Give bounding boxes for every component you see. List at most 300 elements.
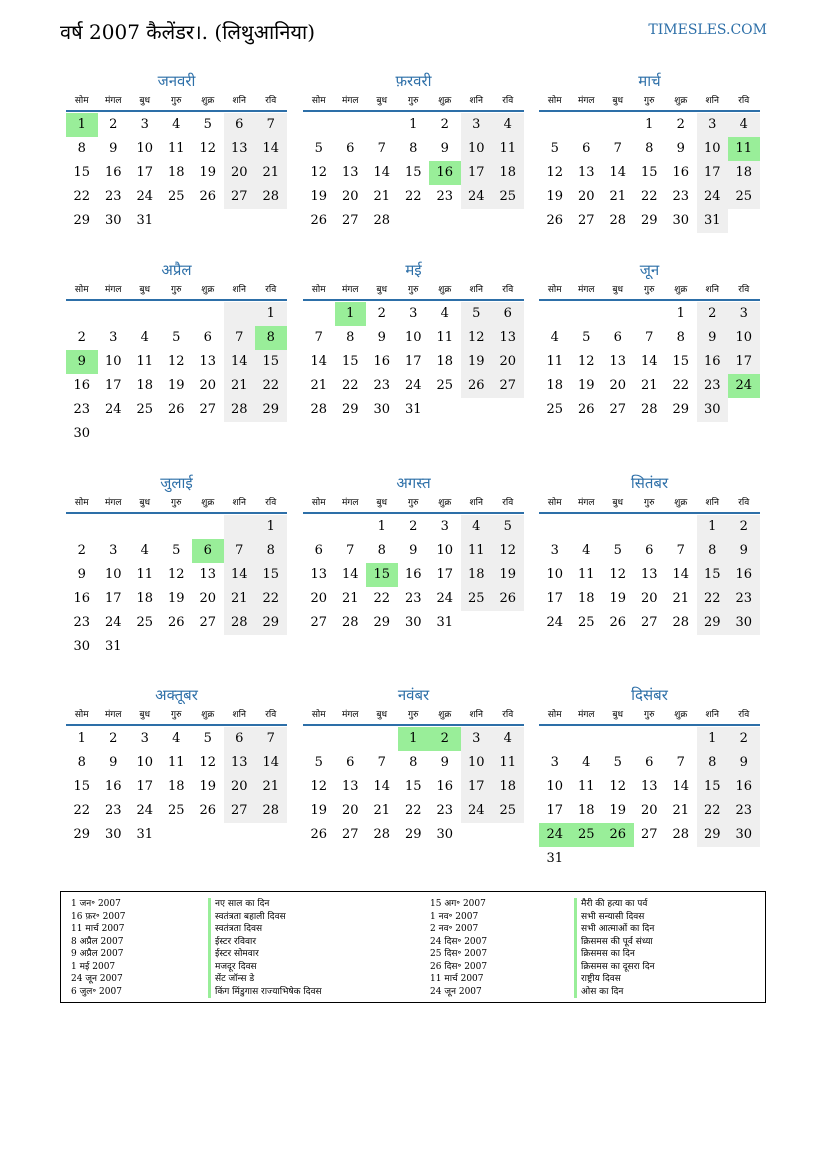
day-cell: 9 <box>377 330 386 345</box>
weekday-label: गुरु <box>408 285 419 295</box>
weekday-header <box>303 706 524 726</box>
day-cell: 17 <box>436 567 454 582</box>
holiday-name: क्रिसमस का दिन <box>574 948 655 961</box>
day-cell: 29 <box>373 615 391 630</box>
day-cell: 29 <box>404 827 422 842</box>
month-title: जनवरी <box>157 72 196 90</box>
weekday-label: गुरु <box>408 96 419 106</box>
day-cell: 11 <box>167 141 185 156</box>
empty-cell <box>255 823 287 847</box>
day-cell: 1 <box>77 731 86 746</box>
day-cell: 10 <box>546 567 564 582</box>
day-cell: 29 <box>672 402 690 417</box>
day-cell: 24 <box>461 799 493 823</box>
weekday-label: शुक्र <box>438 285 452 295</box>
holiday-date: 15 अग॰ 2007 <box>430 899 486 909</box>
day-cell: 19 <box>609 591 627 606</box>
day-cell: 2 <box>697 302 729 326</box>
day-cell: 26 <box>461 374 493 398</box>
day-cell: 3 <box>440 519 449 534</box>
holiday-date: 16 फ़र॰ 2007 <box>71 911 126 922</box>
day-cell: 23 <box>672 189 690 204</box>
holiday-date: 24 दिस॰ 2007 <box>430 936 488 947</box>
day-cell: 19 <box>199 165 217 180</box>
day-cell: 23 <box>728 587 760 611</box>
weekday-label: शनि <box>705 498 719 508</box>
day-cell: 7 <box>255 113 287 137</box>
day-cell: 26 <box>199 803 217 818</box>
day-cell: 25 <box>136 615 154 630</box>
day-cell: 21 <box>609 189 627 204</box>
day-cell: 4 <box>140 543 149 558</box>
day-cell: 18 <box>136 378 154 393</box>
day-cell: 13 <box>199 567 217 582</box>
weekday-header <box>539 92 760 112</box>
day-cell: 16 <box>728 563 760 587</box>
day-cell: 29 <box>73 213 91 228</box>
day-cell: 24 <box>104 615 122 630</box>
day-cell: 30 <box>104 827 122 842</box>
day-cell: 5 <box>314 141 323 156</box>
weekday-label: शनि <box>705 96 719 106</box>
weekday-label: सोम <box>74 498 89 508</box>
day-cell: 20 <box>640 591 658 606</box>
day-cell: 27 <box>341 213 359 228</box>
day-cell: 14 <box>224 563 256 587</box>
day-cell: 24 <box>697 185 729 209</box>
day-cell: 29 <box>341 402 359 417</box>
weekday-label: बुध <box>612 285 624 295</box>
day-cell: 14 <box>609 165 627 180</box>
day-cell: 13 <box>199 354 217 369</box>
weekday-label: बुध <box>612 96 624 106</box>
weekday-label: मंगल <box>577 285 595 295</box>
empty-cell <box>429 398 461 422</box>
day-cell: 23 <box>436 803 454 818</box>
day-cell: 13 <box>224 137 256 161</box>
day-cell: 5 <box>492 515 524 539</box>
day-cell: 26 <box>167 402 185 417</box>
holiday-name: ओस का दिन <box>574 986 655 999</box>
day-cell: 5 <box>203 117 212 132</box>
weekday-label: मंगल <box>104 498 122 508</box>
day-cell: 19 <box>577 378 595 393</box>
weekday-label: सोम <box>74 710 89 720</box>
day-cell: 16 <box>672 165 690 180</box>
day-cell: 19 <box>310 803 328 818</box>
day-cell: 12 <box>167 567 185 582</box>
day-cell: 27 <box>224 185 256 209</box>
month-block <box>66 472 287 659</box>
holiday-date: 26 दिस॰ 2007 <box>430 961 488 972</box>
empty-cell <box>66 515 98 539</box>
day-cell: 16 <box>697 350 729 374</box>
holiday-date: 8 अप्रैल 2007 <box>71 936 124 947</box>
day-cell: 12 <box>461 326 493 350</box>
day-cell: 20 <box>224 775 256 799</box>
day-cell: 17 <box>546 803 564 818</box>
holiday-name: ईस्टर सोमवार <box>208 948 322 961</box>
weekday-label: सोम <box>311 285 326 295</box>
day-cell: 12 <box>577 354 595 369</box>
weekday-label: शुक्र <box>201 96 215 106</box>
empty-cell <box>728 847 760 871</box>
day-cell: 12 <box>609 779 627 794</box>
day-cell: 10 <box>697 137 729 161</box>
day-cell: 26 <box>609 615 627 630</box>
empty-cell <box>192 635 224 659</box>
day-cell: 18 <box>728 161 760 185</box>
empty-cell <box>461 398 493 422</box>
empty-cell <box>303 727 335 751</box>
day-cell: 11 <box>492 137 524 161</box>
day-cell: 19 <box>167 591 185 606</box>
day-cell: 15 <box>640 165 658 180</box>
day-cell: 9 <box>697 326 729 350</box>
holiday-date: 24 जून 2007 <box>430 986 482 997</box>
day-cell: 1 <box>335 302 367 326</box>
weekday-label: शुक्र <box>201 710 215 720</box>
day-cell: 1 <box>255 515 287 539</box>
day-cell: 8 <box>346 330 355 345</box>
day-cell: 13 <box>341 779 359 794</box>
empty-cell <box>161 515 193 539</box>
day-cell: 15 <box>404 779 422 794</box>
empty-cell <box>634 302 666 326</box>
weekday-label: बुध <box>376 96 388 106</box>
day-cell: 27 <box>199 402 217 417</box>
empty-cell <box>303 515 335 539</box>
weekday-header <box>66 281 287 301</box>
empty-cell <box>255 422 287 446</box>
day-cell: 21 <box>672 803 690 818</box>
day-cell: 15 <box>366 563 398 587</box>
weekday-label: मंगल <box>104 710 122 720</box>
day-cell: 2 <box>377 306 386 321</box>
day-cell: 28 <box>341 615 359 630</box>
empty-cell <box>192 823 224 847</box>
day-cell: 7 <box>377 141 386 156</box>
day-cell: 2 <box>728 727 760 751</box>
day-cell: 15 <box>73 165 91 180</box>
day-cell: 16 <box>404 567 422 582</box>
day-cell: 3 <box>697 113 729 137</box>
day-cell: 25 <box>436 378 454 393</box>
month-block <box>539 259 760 422</box>
day-cell: 5 <box>582 330 591 345</box>
empty-cell <box>492 398 524 422</box>
day-cell: 23 <box>73 615 91 630</box>
day-cell: 20 <box>199 378 217 393</box>
day-cell: 10 <box>136 141 154 156</box>
day-cell: 2 <box>676 117 685 132</box>
day-cell: 26 <box>199 189 217 204</box>
day-cell: 7 <box>613 141 622 156</box>
weekday-label: मंगल <box>341 498 359 508</box>
day-cell: 31 <box>436 615 454 630</box>
day-cell: 31 <box>546 851 564 866</box>
weekday-label: रवि <box>738 96 750 106</box>
day-cell: 11 <box>546 354 564 369</box>
day-cell: 7 <box>346 543 355 558</box>
weekday-header <box>303 494 524 514</box>
day-cell: 1 <box>676 306 685 321</box>
weekday-label: सोम <box>547 498 562 508</box>
day-cell: 7 <box>676 543 685 558</box>
day-cell: 29 <box>255 398 287 422</box>
day-cell: 2 <box>429 727 461 751</box>
day-cell: 15 <box>341 354 359 369</box>
weekday-header <box>66 494 287 514</box>
day-cell: 9 <box>728 751 760 775</box>
day-cell: 6 <box>645 755 654 770</box>
day-cell: 27 <box>609 402 627 417</box>
day-cell: 22 <box>640 189 658 204</box>
weekday-header <box>539 706 760 726</box>
empty-cell <box>429 209 461 233</box>
day-cell: 7 <box>224 539 256 563</box>
day-cell: 21 <box>224 587 256 611</box>
day-cell: 30 <box>436 827 454 842</box>
month-block <box>66 70 287 233</box>
day-cell: 24 <box>546 615 564 630</box>
day-cell: 26 <box>167 615 185 630</box>
day-cell: 19 <box>546 189 564 204</box>
empty-cell <box>129 515 161 539</box>
weekday-label: गुरु <box>644 498 655 508</box>
day-cell: 31 <box>404 402 422 417</box>
empty-cell <box>492 209 524 233</box>
empty-cell <box>161 422 193 446</box>
empty-cell <box>665 515 697 539</box>
month-block <box>303 70 524 233</box>
weekday-label: शुक्र <box>438 710 452 720</box>
day-cell: 7 <box>314 330 323 345</box>
month-block <box>66 259 287 446</box>
day-cell: 13 <box>577 165 595 180</box>
day-cell: 29 <box>697 823 729 847</box>
weekday-label: रवि <box>502 498 514 508</box>
empty-cell <box>161 302 193 326</box>
holiday-date: 9 अप्रैल 2007 <box>71 949 124 959</box>
day-cell: 28 <box>224 611 256 635</box>
day-cell: 7 <box>377 755 386 770</box>
weekday-label: सोम <box>311 710 326 720</box>
weekday-label: शनि <box>469 498 483 508</box>
day-cell: 16 <box>429 161 461 185</box>
weekday-label: बुध <box>139 285 151 295</box>
empty-cell <box>571 847 603 871</box>
empty-cell <box>665 847 697 871</box>
day-cell: 12 <box>546 165 564 180</box>
day-cell: 9 <box>66 350 98 374</box>
month-title: दिसंबर <box>631 686 668 704</box>
empty-cell <box>98 302 130 326</box>
month-title: फ़रवरी <box>395 72 432 90</box>
day-cell: 9 <box>409 543 418 558</box>
day-cell: 18 <box>461 563 493 587</box>
day-cell: 1 <box>398 727 430 751</box>
day-cell: 30 <box>728 823 760 847</box>
month-title: सितंबर <box>630 474 669 492</box>
weekday-label: रवि <box>265 285 277 295</box>
weekday-label: शुक्र <box>674 285 688 295</box>
day-cell: 13 <box>224 751 256 775</box>
empty-cell <box>461 611 493 635</box>
day-cell: 8 <box>255 326 287 350</box>
weekday-label: शुक्र <box>674 498 688 508</box>
day-cell: 9 <box>109 141 118 156</box>
day-cell: 24 <box>461 185 493 209</box>
empty-cell <box>602 515 634 539</box>
day-cell: 28 <box>609 213 627 228</box>
month-block <box>539 684 760 871</box>
empty-cell <box>255 635 287 659</box>
weekday-label: मंगल <box>577 96 595 106</box>
day-cell: 3 <box>550 543 559 558</box>
day-cell: 21 <box>224 374 256 398</box>
day-cell: 22 <box>73 803 91 818</box>
empty-cell <box>224 302 256 326</box>
day-cell: 8 <box>377 543 386 558</box>
day-cell: 20 <box>640 803 658 818</box>
day-cell: 15 <box>697 563 729 587</box>
day-cell: 3 <box>728 302 760 326</box>
day-cell: 7 <box>645 330 654 345</box>
month-block <box>303 472 524 635</box>
empty-cell <box>335 113 367 137</box>
weekday-label: गुरु <box>644 710 655 720</box>
empty-cell <box>492 611 524 635</box>
day-cell: 20 <box>199 591 217 606</box>
day-cell: 31 <box>136 827 154 842</box>
day-cell: 12 <box>609 567 627 582</box>
weekday-label: सोम <box>74 285 89 295</box>
empty-cell <box>366 727 398 751</box>
day-cell: 10 <box>136 755 154 770</box>
weekday-header <box>66 706 287 726</box>
weekday-label: रवि <box>265 498 277 508</box>
day-cell: 18 <box>492 775 524 799</box>
day-cell: 3 <box>140 731 149 746</box>
day-cell: 18 <box>546 378 564 393</box>
day-cell: 25 <box>492 185 524 209</box>
day-cell: 2 <box>77 543 86 558</box>
day-cell: 24 <box>104 402 122 417</box>
holiday-date: 25 दिस॰ 2007 <box>430 949 488 959</box>
day-cell: 20 <box>341 189 359 204</box>
empty-cell <box>602 847 634 871</box>
day-cell: 21 <box>640 378 658 393</box>
day-cell: 14 <box>224 350 256 374</box>
month-title: मई <box>405 261 422 279</box>
day-cell: 28 <box>373 213 391 228</box>
weekday-label: रवि <box>502 96 514 106</box>
weekday-label: मंगल <box>577 498 595 508</box>
holiday-date: 1 जन॰ 2007 <box>71 899 121 909</box>
day-cell: 6 <box>645 543 654 558</box>
day-cell: 7 <box>255 727 287 751</box>
day-cell: 26 <box>310 213 328 228</box>
empty-cell <box>192 302 224 326</box>
day-cell: 5 <box>203 731 212 746</box>
empty-cell <box>539 113 571 137</box>
day-cell: 5 <box>613 543 622 558</box>
day-cell: 27 <box>341 827 359 842</box>
empty-cell <box>129 302 161 326</box>
day-cell: 23 <box>728 799 760 823</box>
day-cell: 18 <box>136 591 154 606</box>
day-cell: 27 <box>310 615 328 630</box>
holiday-date: 1 नव॰ 2007 <box>430 911 479 922</box>
day-cell: 11 <box>136 567 154 582</box>
day-cell: 8 <box>409 755 418 770</box>
day-cell: 2 <box>77 330 86 345</box>
site-link[interactable]: TIMESLES.COM <box>648 22 767 38</box>
empty-cell <box>192 515 224 539</box>
empty-cell <box>539 302 571 326</box>
day-cell: 30 <box>728 611 760 635</box>
day-cell: 30 <box>104 213 122 228</box>
day-cell: 31 <box>104 639 122 654</box>
day-cell: 7 <box>224 326 256 350</box>
day-cell: 5 <box>550 141 559 156</box>
weekday-label: शुक्र <box>674 96 688 106</box>
day-cell: 9 <box>109 755 118 770</box>
day-cell: 17 <box>404 354 422 369</box>
day-cell: 26 <box>310 827 328 842</box>
day-cell: 5 <box>613 755 622 770</box>
holiday-names-left <box>208 898 322 998</box>
day-cell: 25 <box>136 402 154 417</box>
day-cell: 15 <box>255 563 287 587</box>
day-cell: 20 <box>609 378 627 393</box>
weekday-label: बुध <box>139 96 151 106</box>
weekday-label: मंगल <box>341 285 359 295</box>
day-cell: 6 <box>224 727 256 751</box>
day-cell: 9 <box>728 539 760 563</box>
day-cell: 31 <box>136 213 154 228</box>
day-cell: 24 <box>728 374 760 398</box>
day-cell: 5 <box>172 330 181 345</box>
weekday-label: रवि <box>265 96 277 106</box>
empty-cell <box>461 209 493 233</box>
weekday-label: शनि <box>232 96 246 106</box>
day-cell: 14 <box>672 779 690 794</box>
weekday-label: शनि <box>469 710 483 720</box>
day-cell: 14 <box>672 567 690 582</box>
day-cell: 24 <box>539 823 571 847</box>
day-cell: 30 <box>697 398 729 422</box>
day-cell: 24 <box>436 591 454 606</box>
day-cell: 1 <box>697 727 729 751</box>
month-block <box>303 259 524 422</box>
day-cell: 6 <box>492 302 524 326</box>
empty-cell <box>697 847 729 871</box>
day-cell: 26 <box>577 402 595 417</box>
weekday-label: रवि <box>265 710 277 720</box>
day-cell: 4 <box>582 543 591 558</box>
day-cell: 26 <box>492 587 524 611</box>
month-title: अप्रैल <box>161 261 192 279</box>
empty-cell <box>665 727 697 751</box>
empty-cell <box>303 302 335 326</box>
day-cell: 10 <box>461 751 493 775</box>
day-cell: 30 <box>373 402 391 417</box>
empty-cell <box>728 398 760 422</box>
empty-cell <box>461 823 493 847</box>
day-cell: 4 <box>140 330 149 345</box>
